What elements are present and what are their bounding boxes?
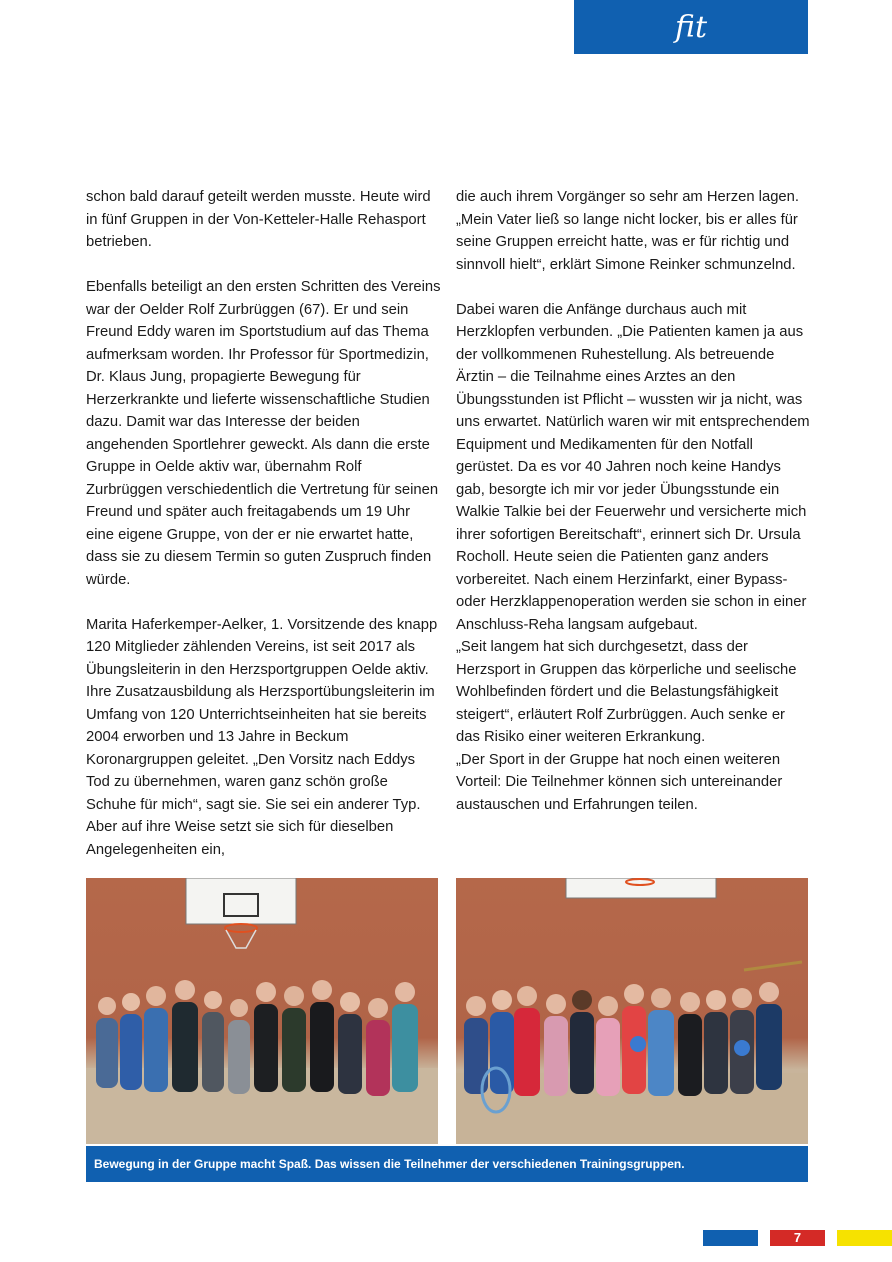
footer-color-bar-blue (703, 1230, 758, 1246)
page-number-box (770, 1230, 825, 1246)
paragraph: die auch ihrem Vorgänger so sehr am Herzen lagen. „Mein Vater ließ so lange nicht locker, bis er alles für seine Gruppen erreicht hatte, was er für richtig und sinnvoll hielt“, erklärt Simone Reinker schmunzelnd. (456, 189, 799, 273)
page-number: 7 (793, 1230, 802, 1245)
group-photo-right (456, 878, 808, 1144)
section-tab (574, 0, 808, 54)
paragraph: schon bald darauf geteilt werden musste. Heute wird in fünf Gruppen in der Von-Ketteler-Halle Rehasport betrieben. (86, 189, 431, 250)
group-photo-left (86, 878, 438, 1144)
group-photo-right-illustration (456, 878, 808, 1144)
paragraph: „Der Sport in der Gruppe hat noch einen weiteren Vorteil: Die Teilnehmer können sich untereinander austauschen und Erfahrungen teilen. (456, 751, 783, 813)
article-column-right (456, 186, 812, 816)
paragraph: Marita Haferkemper-Aelker, 1. Vorsitzende des knapp 120 Mitglieder zählenden Vereins, ist seit 2017 als Übungsleiterin in den Herzsportgruppen Oelde aktiv. Ihre Zusatzausbildung als Herzsportübungsleiterin im Umfang von 120 Unterrichtseinheiten hat sie bereits 2004 erworben und 13 Jahre in Beckum Koronargruppen geleitet. „Den Vorsitz nach Eddys Tod zu übernehmen, waren ganz schön große Schuhe für mich“, sagt sie. Sie sei ein anderer Typ. Aber auf ihre Weise setzt sie sich für dieselben Angelegenheiten ein, (86, 616, 438, 858)
paragraph: Dabei waren die Anfänge durchaus auch mit Herzklopfen verbunden. „Die Patienten kamen ja aus der vollkommenen Ruhestellung. Als betreuende Ärztin – die Teilnahme eines Arztes an den Übungsstunden ist Pflicht – wussten wir ja nicht, was uns erwartet. Natürlich waren wir mit entsprechendem Equipment und Medikamenten für den Notfall gerüstet. Da es vor 40 Jahren noch keine Handys gab, besorgte ich mir vor jeder Übungsstunde ein Walkie Talkie bei der Feuerwehr und versicherte mich ihrer sofortigen Bereitschaft“, erinnert sich Dr. Ursula Rocholl. Heute seien die Patienten ganz anders vorbereitet. Nach einem Herzinfarkt, einer Bypass- oder Herzklappenoperation werden sie schon in einer Anschluss-Reha langsam aufgebaut. (456, 301, 810, 633)
footer-color-bar-yellow (837, 1230, 892, 1246)
paragraph: „Seit langem hat sich durchgesetzt, dass der Herzsport in Gruppen das körperliche und seelische Wohlbefinden fördert und die Belastungsfähigkeit steigert“, erläutert Rolf Zurbrüggen. Auch senke er das Risiko einer weiteren Erkrankung. (456, 639, 797, 745)
photo-caption-text: Bewegung in der Gruppe macht Spaß. Das wissen die Teilnehmer der verschiedenen Trainingsgruppen. (94, 1157, 685, 1171)
paragraph: Ebenfalls beteiligt an den ersten Schritten des Vereins war der Oelder Rolf Zurbrüggen (67). Er und sein Freund Eddy waren im Sportstudium auf das Thema aufmerksam worden. Ihr Professor für Sportmedizin, Dr. Klaus Jung, propagierte Bewegung für Herzerkrankte und lieferte wissenschaftliche Studien dazu. Damit war das Interesse der beiden angehenden Sportlehrer geweckt. Als dann die erste Gruppe in Oelde aktiv war, übernahm Rolf Zurbrüggen verschiedentlich die Vertretung für seinen Freund und später auch freitagabends um 19 Uhr eine eigene Gruppe, von der er nie erwartet hatte, dass sie zu diesem Termin so guten Zuspruch finden würde. (86, 279, 441, 588)
group-photo-left-illustration (86, 878, 438, 1144)
section-tab-label: fit (674, 9, 708, 45)
photo-caption (86, 1146, 808, 1182)
people-group (96, 980, 418, 1096)
article-column-left (86, 186, 442, 861)
